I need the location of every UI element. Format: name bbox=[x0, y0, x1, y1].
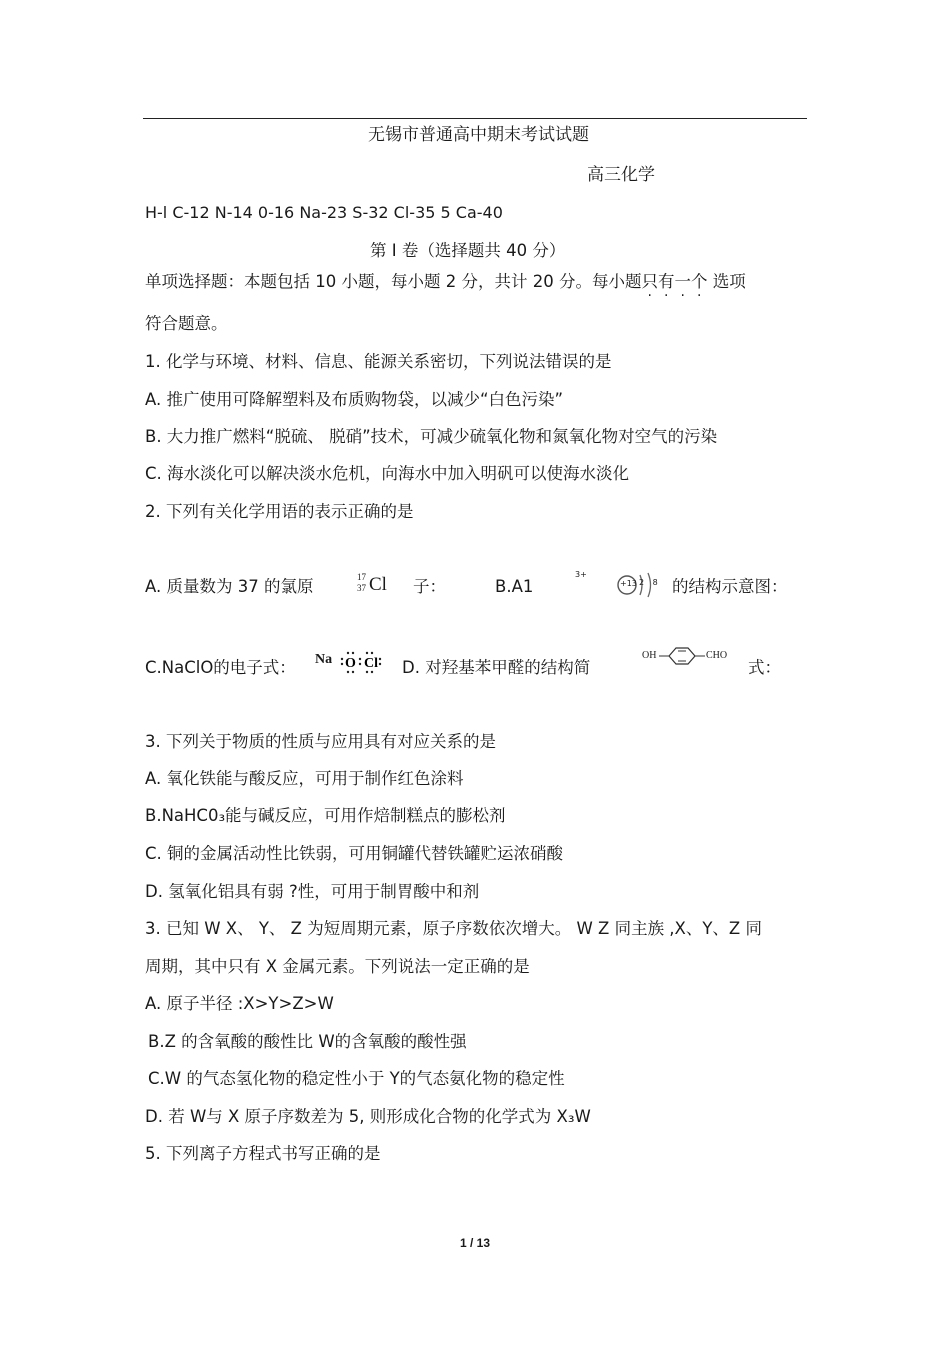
q1-option-a: A. 推广使用可降解塑料及布质购物袋，以减少“白色污染” bbox=[145, 390, 564, 409]
chlorine-nuclide-symbol bbox=[357, 572, 397, 602]
sodium-symbol: Na bbox=[315, 652, 333, 667]
instructions-line1 bbox=[145, 271, 746, 293]
q4-option-a: A. 原子半径 :X>Y>Z>W bbox=[145, 994, 334, 1013]
emphasis-char: 一 bbox=[674, 272, 691, 291]
q2-option-b-text: B.A1 bbox=[495, 577, 534, 596]
exam-subtitle: 高三化学 bbox=[587, 165, 655, 185]
hydroxybenzaldehyde-structure bbox=[642, 645, 734, 677]
atomic-masses: H-l C-12 N-14 0-16 Na-23 S-32 Cl-35 5 Ca-40 bbox=[145, 203, 503, 222]
charge-superscript: 3+ bbox=[575, 570, 587, 579]
q2-option-c-text: C.NaClO的电子式： bbox=[145, 658, 296, 677]
emphasis-char: 只 bbox=[641, 272, 658, 291]
svg-text:O: O bbox=[345, 656, 356, 671]
q3-stem: 3. 下列关于物质的性质与应用具有对应关系的是 bbox=[145, 732, 496, 751]
instructions-text-end: 选项 bbox=[707, 272, 746, 291]
emphasis-char: 有 bbox=[657, 272, 675, 291]
q2-option-b-end: 的结构示意图： bbox=[672, 577, 788, 596]
electron-shells: 2 8 bbox=[639, 578, 661, 587]
q3-option-d: D. 氢氧化铝具有弱 ?性，可用于制胃酸中和剂 bbox=[145, 882, 480, 901]
section-header: 第 I 卷（选择题共 40 分） bbox=[370, 241, 566, 260]
q3-option-b: B.NaHC0₃能与碱反应，可用作焙制糕点的膨松剂 bbox=[145, 806, 506, 825]
svg-text:Cl: Cl bbox=[364, 656, 378, 671]
page-number: 1 / 13 bbox=[459, 1236, 491, 1250]
emphasis-char: 个 bbox=[690, 272, 708, 291]
mass-number: 17 bbox=[357, 572, 366, 582]
electron-dots-svg bbox=[315, 650, 385, 676]
q1-stem: 1. 化学与环境、材料、信息、能源关系密切，下列说法错误的是 bbox=[145, 352, 612, 371]
q2-option-d-end: 式： bbox=[748, 658, 781, 677]
nucleus-charge: +13 bbox=[620, 579, 637, 588]
q3-option-c: C. 铜的金属活动性比铁弱，可用铜罐代替铁罐贮运浓硝酸 bbox=[145, 844, 564, 863]
q3-option-a: A. 氧化铁能与酸反应，可用于制作红色涂料 bbox=[145, 769, 464, 788]
q2-option-a-end: 子： bbox=[413, 577, 446, 596]
element-symbol: Cl bbox=[369, 574, 387, 595]
q4-stem-line1: 3. 已知 W X、 Y、 Z 为短周期元素，原子序数依次增大。 W Z 同主族 ,X、Y、Z 同 bbox=[145, 919, 762, 938]
q2-option-a-text: A. 质量数为 37 的氯原 bbox=[145, 577, 314, 596]
q1-option-b: B. 大力推广燃料“脱硫、 脱硝”技术，可减少硫氧化物和氮氧化物对空气的污染 bbox=[145, 427, 718, 446]
q1-option-c: C. 海水淡化可以解决淡水危机，向海水中加入明矾可以使海水淡化 bbox=[145, 464, 630, 483]
atomic-number: 37 bbox=[357, 583, 366, 593]
q4-option-d: D. 若 W与 X 原子序数差为 5, 则形成化合物的化学式为 X₃W bbox=[145, 1107, 591, 1126]
instructions-text: 单项选择题：本题包括 10 小题，每小题 2 分，共计 20 分。每小题 bbox=[145, 272, 642, 291]
ion-structure-diagram bbox=[607, 568, 663, 602]
aldehyde-group: CHO bbox=[706, 650, 728, 661]
q4-option-b: B.Z 的含氧酸的酸性比 W的含氧酸的酸性强 bbox=[148, 1032, 467, 1051]
q5-stem: 5. 下列离子方程式书写正确的是 bbox=[145, 1144, 381, 1163]
q2-stem: 2. 下列有关化学用语的表示正确的是 bbox=[145, 502, 414, 521]
q4-stem-line2: 周期，其中只有 X 金属元素。下列说法一定正确的是 bbox=[145, 957, 530, 976]
exam-title: 无锡市普通高中期末考试试题 bbox=[368, 125, 589, 145]
q4-option-c: C.W 的气态氢化物的稳定性小于 Y的气态氨化物的稳定性 bbox=[148, 1069, 565, 1088]
instructions-line2: 符合题意。 bbox=[145, 314, 228, 333]
top-rule bbox=[143, 118, 807, 119]
naclo-electron-formula bbox=[315, 650, 385, 676]
hydroxyl-group: OH bbox=[642, 650, 657, 661]
q2-option-d-text: D. 对羟基苯甲醛的结构简 bbox=[402, 658, 591, 677]
